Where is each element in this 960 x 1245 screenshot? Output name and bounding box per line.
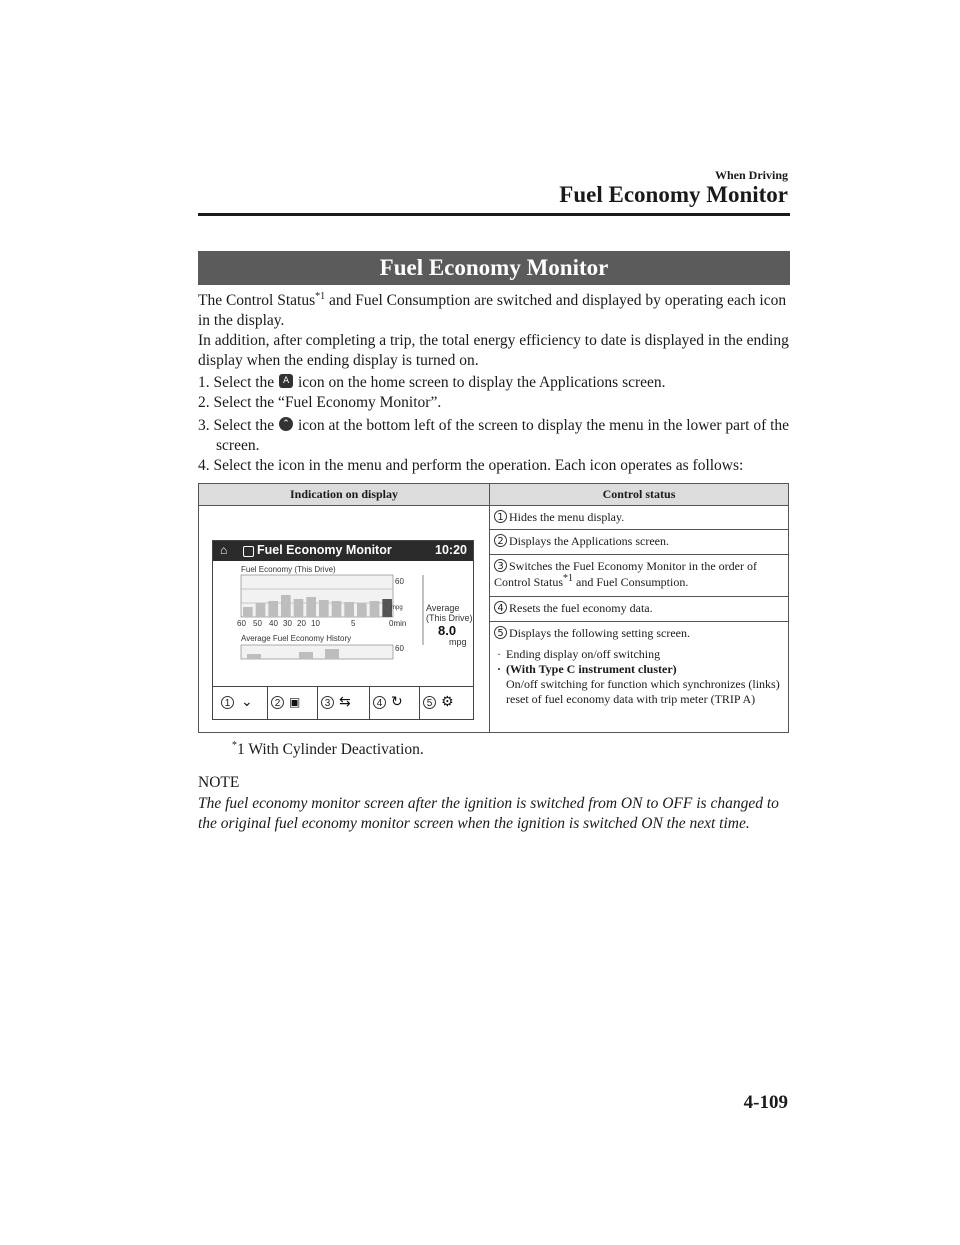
step-text-after: icon on the home screen to display the Applications screen. xyxy=(294,374,666,391)
page-number: 4-109 xyxy=(743,1092,788,1113)
chart1-label: Fuel Economy (This Drive) xyxy=(241,565,336,574)
callout-number: 5 xyxy=(494,626,507,639)
menu-slot-1[interactable] xyxy=(213,687,268,719)
menu-slot-2[interactable] xyxy=(267,687,318,719)
chart1-bar xyxy=(332,601,342,617)
chart1-bar xyxy=(357,603,367,617)
step-4 xyxy=(198,456,790,476)
applications-icon: ▣ xyxy=(289,695,301,709)
control-row-4 xyxy=(490,597,788,622)
control-text: Displays the Applications screen. xyxy=(509,534,669,548)
chart2-bar xyxy=(325,649,339,659)
table-header-indication: Indication on display xyxy=(199,484,490,506)
x-tick: 20 xyxy=(297,619,306,628)
chart1-bar xyxy=(306,597,316,617)
note-heading: NOTE xyxy=(198,774,240,791)
table-header-control-status: Control status xyxy=(490,484,788,506)
control-row-5 xyxy=(490,622,788,732)
menu-slot-3[interactable] xyxy=(317,687,370,719)
chart1-bar xyxy=(281,595,291,617)
step-number: 4. xyxy=(198,457,210,474)
screen-menu-bar xyxy=(213,686,473,719)
average-value: 8.0 xyxy=(438,623,457,638)
callout-2: 2 xyxy=(271,696,284,709)
callout-4: 4 xyxy=(373,696,386,709)
page-header-title: Fuel Economy Monitor xyxy=(559,182,788,207)
switch-icon: ⇆ xyxy=(339,694,351,710)
step-number: 2. xyxy=(198,394,210,411)
control-text: Displays the following setting screen. xyxy=(509,626,690,640)
chevron-down-icon: ⌄ xyxy=(241,694,253,710)
fuel-economy-screen xyxy=(212,540,474,720)
footnote-ref: *1 xyxy=(315,290,326,302)
control-row-1 xyxy=(490,506,788,530)
callout-number: 2 xyxy=(494,534,507,547)
control-row-3 xyxy=(490,555,788,597)
callout-number: 3 xyxy=(494,559,507,572)
screen-clock: 10:20 xyxy=(435,543,467,557)
step-number: 3. xyxy=(198,417,210,434)
chart1-bar xyxy=(256,603,266,617)
chart2-bar xyxy=(299,652,313,659)
x-tick: 40 xyxy=(269,619,278,628)
footnote xyxy=(232,741,424,759)
callout-number: 4 xyxy=(494,601,507,614)
callout-number: 1 xyxy=(494,510,507,523)
intro-text-a: The Control Status xyxy=(198,292,316,309)
chart2-ymax: 60 xyxy=(395,644,404,653)
menu-slot-4[interactable] xyxy=(369,687,420,719)
control-text-b: and Fuel Consumption. xyxy=(573,575,689,589)
x-tick: 60 xyxy=(237,619,246,628)
step-number: 1. xyxy=(198,374,210,391)
screen-title: Fuel Economy Monitor xyxy=(257,543,392,557)
callout-3: 3 xyxy=(321,696,334,709)
chart1-ymax: 60 xyxy=(395,577,404,586)
step-text: Select the “Fuel Economy Monitor”. xyxy=(213,394,442,411)
intro-paragraph-2: In addition, after completing a trip, the total energy efficiency to date is displayed in the ending display when the ending display is turned on. xyxy=(198,332,789,369)
gear-icon: ⚙ xyxy=(441,694,454,710)
chart1-bar xyxy=(268,601,278,617)
chart1-bar xyxy=(294,599,304,617)
intro-text-b: and Fuel Consumption are switched and displayed by operating each icon in the display. xyxy=(198,292,787,329)
chart1-unit-min: 0min xyxy=(389,619,407,628)
average-unit: mpg xyxy=(449,637,467,647)
reset-icon: ↻ xyxy=(391,694,403,710)
header-rule xyxy=(198,213,790,216)
section-banner: Fuel Economy Monitor xyxy=(198,251,790,285)
average-label: Average xyxy=(426,603,460,613)
footnote-ref: *1 xyxy=(563,573,574,584)
chart2-bar xyxy=(247,654,261,659)
applications-icon: A xyxy=(279,374,293,388)
chevron-up-icon: ⌃ xyxy=(279,417,293,431)
setting-bullet: · (With Type C instrument cluster) xyxy=(494,662,784,677)
indication-cell xyxy=(199,506,490,732)
note-text: The fuel economy monitor screen after the ignition is switched from ON to OFF is changed to the original fuel economy monitor screen when the ignition is switched ON the next time. xyxy=(198,795,779,832)
setting-bullet: · Ending display on/off switching xyxy=(494,647,784,662)
x-tick: 5 xyxy=(351,619,356,628)
footnote-text: 1 With Cylinder Deactivation. xyxy=(237,741,424,758)
step-text-before: Select the xyxy=(213,417,279,434)
intro-paragraph-1 xyxy=(198,291,790,331)
control-text: Resets the fuel economy data. xyxy=(509,601,653,615)
x-tick: 30 xyxy=(283,619,292,628)
section-header: When Driving xyxy=(714,168,788,182)
control-status-table xyxy=(198,483,789,733)
step-1 xyxy=(198,373,790,393)
x-tick: 10 xyxy=(311,619,320,628)
step-text-after: icon at the bottom left of the screen to display the menu in the lower part of the screen. xyxy=(216,417,790,454)
control-text-a: Switches the Fuel Economy Monitor in the order of Control Status xyxy=(494,559,757,589)
chart2-plot-area xyxy=(241,645,393,659)
chart2-label: Average Fuel Economy History xyxy=(241,634,352,643)
callout-5: 5 xyxy=(423,696,436,709)
chart1-unit: mpg xyxy=(391,605,403,611)
chart1-bar xyxy=(243,607,253,617)
control-text: Hides the menu display. xyxy=(509,510,625,524)
step-3 xyxy=(198,416,790,456)
average-sublabel: (This Drive) xyxy=(426,613,473,623)
footnote-marker: * xyxy=(232,739,237,751)
chart1-bar xyxy=(370,601,380,617)
x-tick: 50 xyxy=(253,619,262,628)
step-text-before: Select the xyxy=(213,374,279,391)
setting-bullet-detail: On/off switching for function which synchronizes (links) reset of fuel economy data with trip meter (TRIP A) xyxy=(506,677,780,706)
chart1-bar xyxy=(319,600,329,617)
callout-1: 1 xyxy=(221,696,234,709)
menu-slot-5[interactable] xyxy=(419,687,474,719)
step-text: Select the icon in the menu and perform the operation. Each icon operates as follows: xyxy=(213,457,744,474)
step-2 xyxy=(198,393,790,413)
chart1-bar xyxy=(344,602,354,617)
home-icon: ⌂ xyxy=(220,543,228,557)
control-row-2 xyxy=(490,530,788,555)
